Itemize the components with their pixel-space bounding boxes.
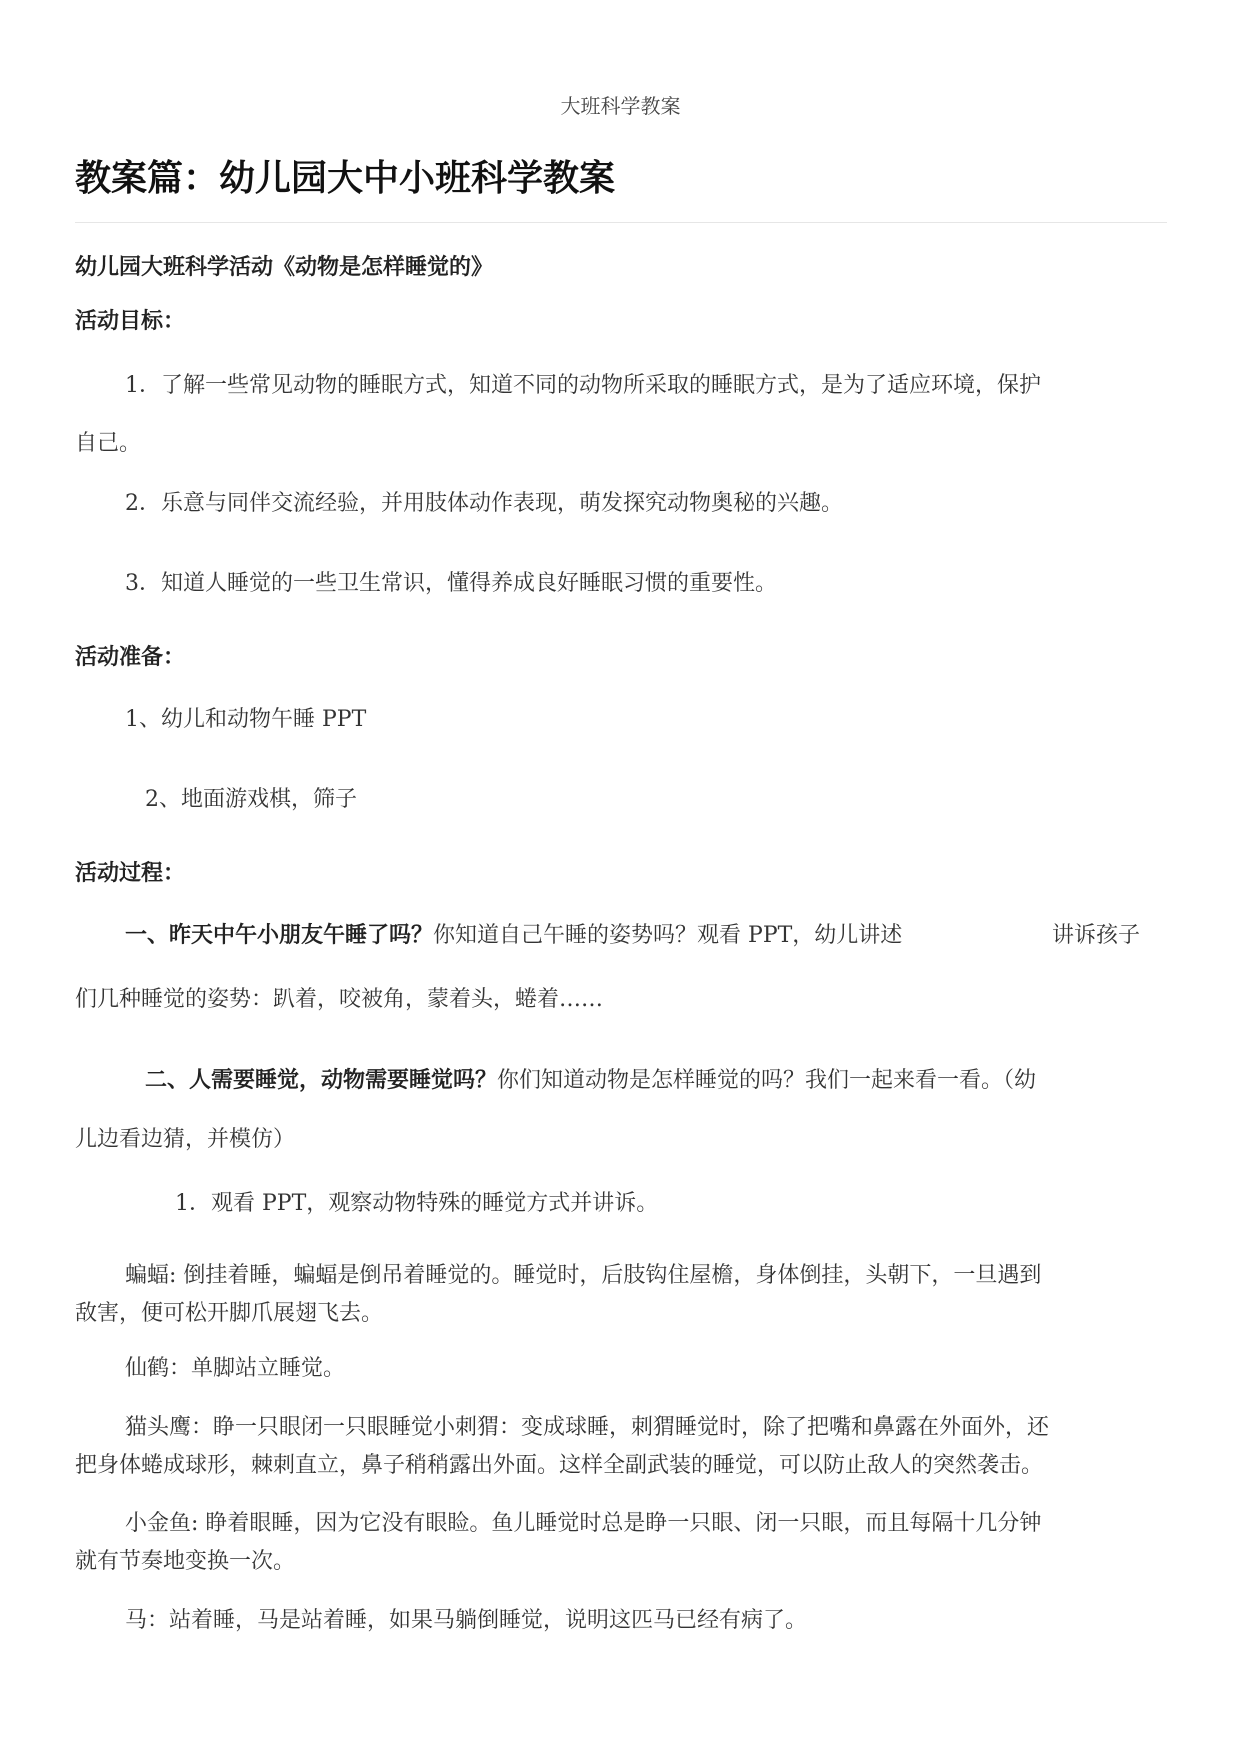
step-2-text: 你们知道动物是怎样睡觉的吗？我们一起来看一看。（幼 [497, 1068, 1037, 1093]
fish-line-1: 小金鱼: 睁着眼睡，因为它没有眼睑。鱼儿睡觉时总是睁一只眼、闭一只眼，而且每隔十几分钟 [125, 1511, 1042, 1536]
running-header: 大班科学教案 [560, 94, 681, 118]
goals-heading: 活动目标： [75, 309, 186, 334]
fish-line-2: 就有节奏地变换一次。 [75, 1549, 296, 1574]
step-1-question: 一、昨天中午小朋友午睡了吗？ [125, 923, 434, 948]
goal-2: 2．乐意与同伴交流经验，并用肢体动作表现，萌发探究动物奥秘的兴趣。 [125, 491, 843, 516]
goal-1-line-1: 1．了解一些常见动物的睡眠方式，知道不同的动物所采取的睡眠方式，是为了适应环境，保护 [125, 373, 1042, 398]
bat-line-1: 蝙蝠: 倒挂着睡，蝙蝠是倒吊着睡觉的。睡觉时，后肢钩住屋檐，身体倒挂，头朝下，一旦遇到 [125, 1263, 1042, 1288]
step-1-line-2: 们几种睡觉的姿势：趴着，咬被角，蒙着头，蜷着…… [75, 987, 604, 1012]
step-1-line-1 [125, 918, 902, 949]
step-2-question: 二、人需要睡觉，动物需要睡觉吗？ [145, 1068, 498, 1093]
bat-line-2: 敌害，便可松开脚爪展翅飞去。 [75, 1301, 384, 1326]
horse-text: 马：站着睡，马是站着睡，如果马躺倒睡觉，说明这匹马已经有病了。 [125, 1608, 808, 1633]
step-1-tail: 讲诉孩子 [1052, 923, 1141, 948]
prep-heading: 活动准备： [75, 645, 186, 670]
step-2-item-1: 1．观看 PPT，观察动物特殊的睡觉方式并讲诉。 [175, 1191, 659, 1216]
owl-line-2: 把身体蜷成球形，棘刺直立，鼻子稍稍露出外面。这样全副武装的睡觉，可以防止敌人的突然袭击。 [75, 1453, 1044, 1478]
step-2-line-2: 儿边看边猜，并模仿） [75, 1127, 296, 1152]
process-heading: 活动过程： [75, 861, 186, 886]
title-divider [75, 222, 1167, 223]
goal-3: 3．知道人睡觉的一些卫生常识，懂得养成良好睡眠习惯的重要性。 [125, 571, 777, 596]
owl-line-1: 猫头鹰：睁一只眼闭一只眼睡觉小刺猬：变成球睡，刺猬睡觉时，除了把嘴和鼻露在外面外，还 [125, 1415, 1050, 1440]
activity-title: 幼儿园大班科学活动《动物是怎样睡觉的》 [75, 255, 494, 280]
step-2-line-1 [145, 1063, 1036, 1094]
goal-1-line-2: 自己。 [75, 431, 142, 456]
crane-text: 仙鹤：单脚站立睡觉。 [125, 1356, 346, 1381]
document-title: 教案篇：幼儿园大中小班科学教案 [75, 158, 616, 199]
prep-item-1: 1、幼儿和动物午睡 PPT [125, 707, 367, 732]
prep-item-2: 2、地面游戏棋，筛子 [145, 787, 357, 812]
step-1-text: 你知道自己午睡的姿势吗？观看 PPT，幼儿讲述 [433, 923, 903, 948]
